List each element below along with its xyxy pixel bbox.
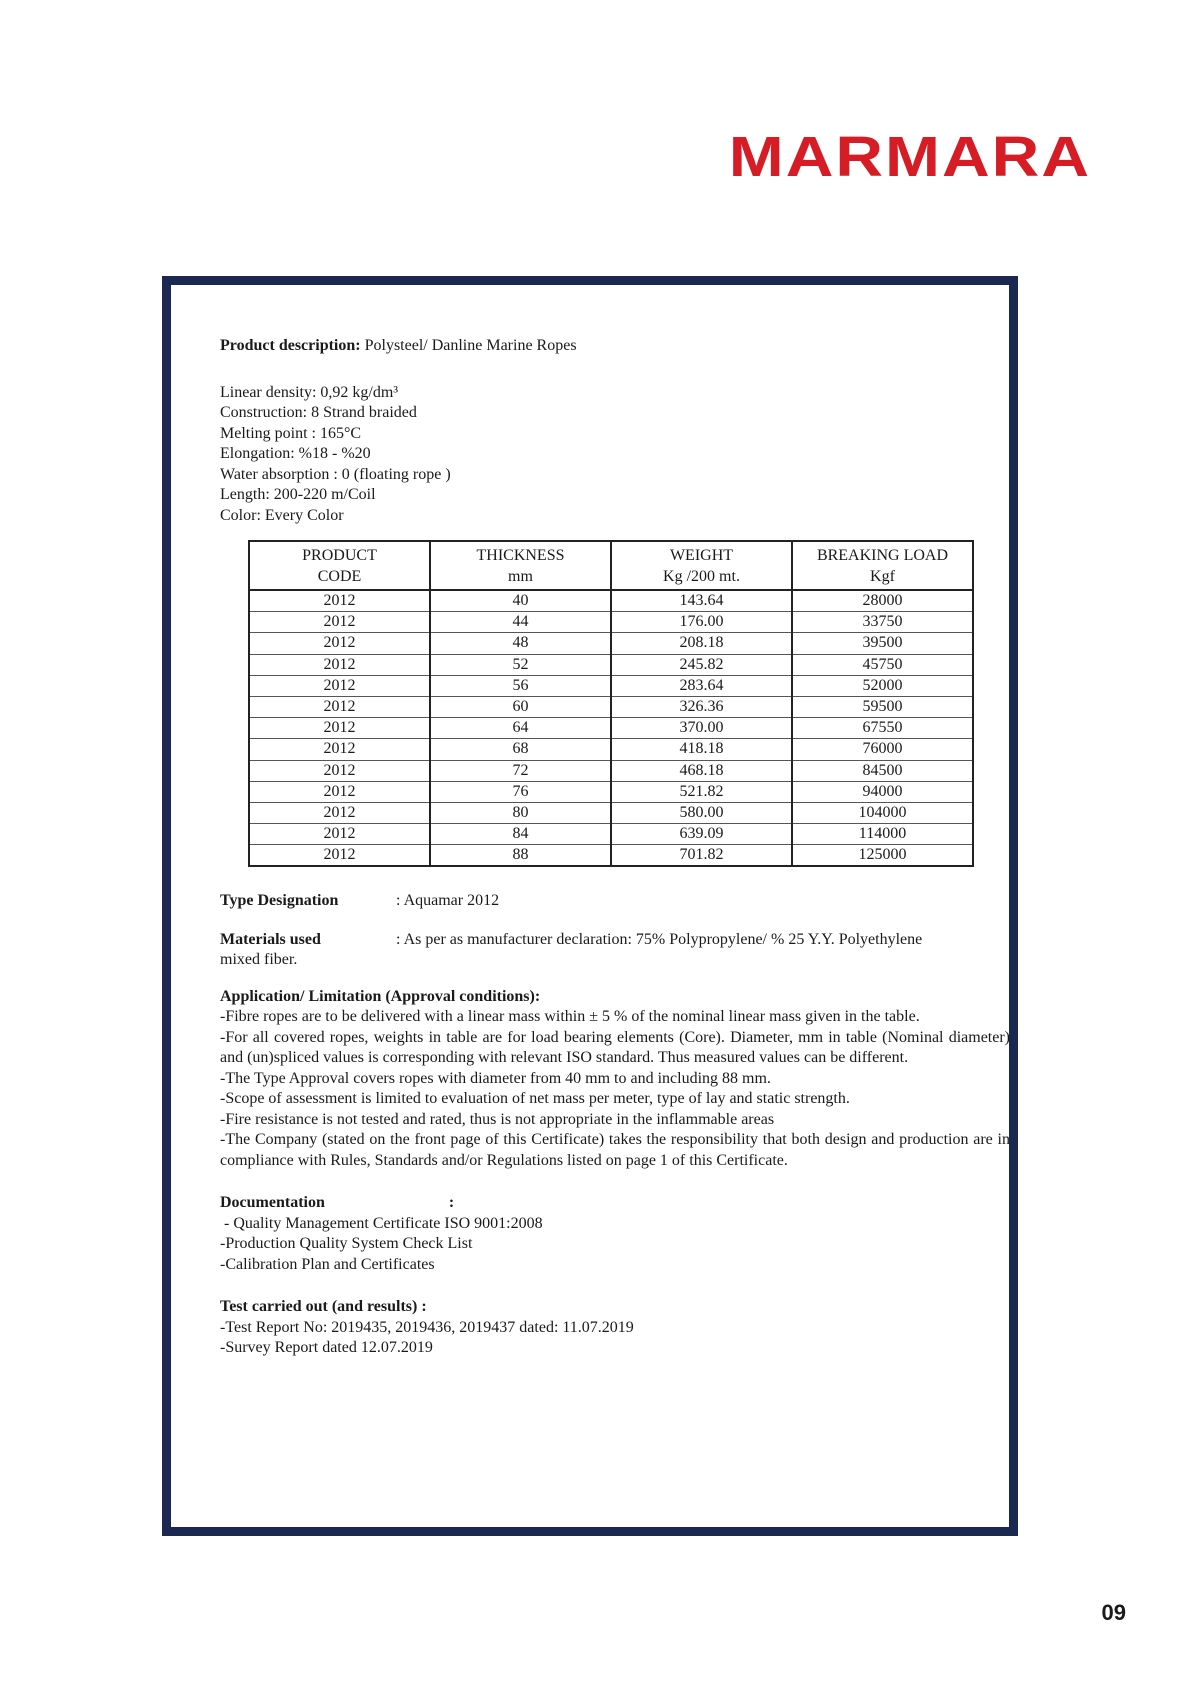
materials-used [220,930,1010,971]
header-product-code: PRODUCT CODE [249,541,430,590]
test-item: -Survey Report dated 12.07.2019 [220,1339,433,1357]
spec-construction: Construction: 8 Strand braided [220,404,417,421]
product-description-label: Product description: [220,337,361,354]
type-designation [220,891,1010,912]
cell-weight: 208.18 [611,633,792,654]
table-row [249,739,973,760]
table-header-row [249,541,973,590]
cell-breaking-load: 94000 [792,781,973,802]
application-line: -Fibre ropes are to be delivered with a linear mass within ± 5 % of the nominal linear mass given in the table. [220,1008,920,1026]
cell-weight: 639.09 [611,824,792,845]
application-line: -The Type Approval covers ropes with diameter from 40 mm to and including 88 mm. [220,1069,771,1087]
cell-breaking-load: 33750 [792,612,973,633]
cell-thickness: 56 [430,675,611,696]
cell-product-code: 2012 [249,696,430,717]
application-heading: Application/ Limitation (Approval conditions): [220,987,541,1005]
application-section [220,987,1010,1172]
table-row [249,612,973,633]
cell-thickness: 88 [430,845,611,867]
type-designation-label: Type Designation [220,892,339,910]
cell-breaking-load: 28000 [792,590,973,612]
cell-product-code: 2012 [249,760,430,781]
certificate-content [220,336,1010,1359]
documentation-item: -Production Quality System Check List [220,1235,473,1253]
cell-weight: 245.82 [611,654,792,675]
cell-weight: 370.00 [611,718,792,739]
cell-product-code: 2012 [249,675,430,696]
cell-weight: 143.64 [611,590,792,612]
materials-used-continuation: mixed fiber. [220,951,298,969]
spec-water-absorption: Water absorption : 0 (floating rope ) [220,465,451,483]
type-designation-value: : Aquamar 2012 [396,892,500,910]
cell-breaking-load: 76000 [792,739,973,760]
header-breaking-load: BREAKING LOAD Kgf [792,541,973,590]
table-row [249,824,973,845]
cell-product-code: 2012 [249,654,430,675]
cell-product-code: 2012 [249,824,430,845]
cell-thickness: 72 [430,760,611,781]
cell-breaking-load: 114000 [792,824,973,845]
cell-thickness: 48 [430,633,611,654]
cell-thickness: 60 [430,696,611,717]
table-row [249,675,973,696]
cell-breaking-load: 52000 [792,675,973,696]
table-row [249,696,973,717]
cell-thickness: 40 [430,590,611,612]
cell-breaking-load: 39500 [792,633,973,654]
product-description-value: Polysteel/ Danline Marine Ropes [364,337,577,354]
cell-thickness: 80 [430,802,611,823]
table-row [249,760,973,781]
cell-breaking-load: 84500 [792,760,973,781]
cell-weight: 701.82 [611,845,792,867]
table-row [249,654,973,675]
table-row [249,718,973,739]
cell-breaking-load: 125000 [792,845,973,867]
cell-weight: 468.18 [611,760,792,781]
marmara-logo: MARMARA [728,124,1091,189]
cell-thickness: 64 [430,718,611,739]
table-row [249,590,973,612]
cell-breaking-load: 67550 [792,718,973,739]
table-row [249,802,973,823]
cell-breaking-load: 104000 [792,802,973,823]
application-line: -For all covered ropes, weights in table are for load bearing elements (Core). Diameter, mm in table (Nominal diameter) and (un)spliced values is corresponding with relevant ISO standard. Thus measured values can be different. [220,1028,1010,1067]
table-body [249,590,973,866]
documentation-section [220,1193,1010,1275]
documentation-item: - Quality Management Certificate ISO 9001:2008 [220,1214,543,1232]
page-number: 09 [1101,1600,1126,1625]
spec-elongation: Elongation: %18 - %20 [220,445,371,462]
spec-length: Length: 200-220 m/Coil [220,486,376,503]
tests-heading: Test carried out (and results) : [220,1298,427,1316]
cell-product-code: 2012 [249,739,430,760]
cell-product-code: 2012 [249,781,430,802]
cell-thickness: 68 [430,739,611,760]
cell-weight: 580.00 [611,802,792,823]
cell-thickness: 44 [430,612,611,633]
documentation-heading: Documentation [220,1194,325,1212]
application-line: -Scope of assessment is limited to evaluation of net mass per meter, type of lay and static strength. [220,1090,850,1108]
cell-product-code: 2012 [249,845,430,867]
cell-thickness: 76 [430,781,611,802]
cell-product-code: 2012 [249,612,430,633]
rope-specification-table [248,540,974,867]
cell-thickness: 52 [430,654,611,675]
tests-section [220,1297,1010,1359]
cell-product-code: 2012 [249,590,430,612]
cell-thickness: 84 [430,824,611,845]
application-line: -The Company (stated on the front page of this Certificate) takes the responsibility that both design and production are in compliance with Rules, Standards and/or Regulations listed on page 1 of this Certificate. [220,1131,1010,1169]
documentation-colon: : [448,1194,455,1212]
cell-weight: 521.82 [611,781,792,802]
cell-weight: 418.18 [611,739,792,760]
cell-product-code: 2012 [249,802,430,823]
materials-used-value: : As per as manufacturer declaration: 75% Polypropylene/ % 25 Y.Y. Polyethylene [396,930,923,948]
header-weight: WEIGHT Kg /200 mt. [611,541,792,590]
materials-used-label: Materials used [220,930,321,948]
test-item: -Test Report No: 2019435, 2019436, 2019437 dated: 11.07.2019 [220,1318,634,1336]
table-row [249,845,973,867]
cell-breaking-load: 45750 [792,654,973,675]
cell-product-code: 2012 [249,633,430,654]
cell-product-code: 2012 [249,718,430,739]
cell-weight: 176.00 [611,612,792,633]
spec-list [220,383,1010,527]
table-row [249,633,973,654]
product-description [220,336,1010,357]
cell-breaking-load: 59500 [792,696,973,717]
cell-weight: 326.36 [611,696,792,717]
table-row [249,781,973,802]
spec-color: Color: Every Color [220,506,344,524]
cell-weight: 283.64 [611,675,792,696]
spec-melting-point: Melting point : 165°C [220,424,362,442]
header-thickness: THICKNESS mm [430,541,611,590]
spec-linear-density: Linear density: 0,92 kg/dm³ [220,383,399,401]
documentation-item: -Calibration Plan and Certificates [220,1255,435,1273]
application-line: -Fire resistance is not tested and rated, thus is not appropriate in the inflammable areas [220,1110,775,1128]
